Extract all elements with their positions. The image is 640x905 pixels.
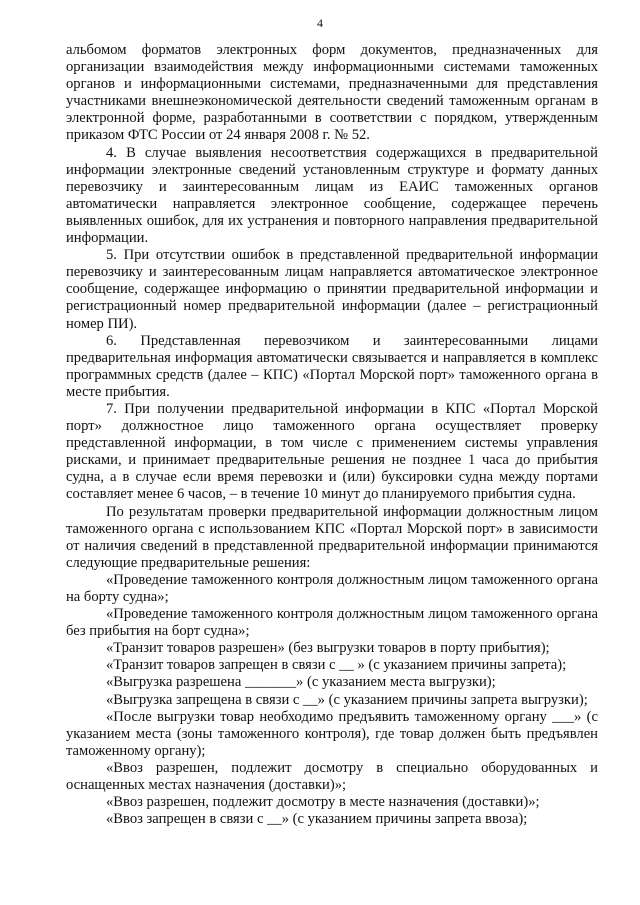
paragraph: «Выгрузка запрещена в связи с __» (с указанием причины запрета выгрузки); xyxy=(106,691,588,708)
paragraph: «Ввоз разрешен, подлежит досмотру в специально оборудованных и оснащенных местах назначения (доставки)»; xyxy=(66,759,598,794)
paragraph: 5. При отсутствии ошибок в представленной предварительной информации перевозчику и заинтересованным лицам направляется автоматическое электронное сообщение, содержащее информацию о принятии предварительной информации и регистрационный номер предварительной информации (далее – регистрационный номер ПИ). xyxy=(66,247,598,332)
paragraph: «Проведение таможенного контроля должностным лицом таможенного органа без прибытия на борт судна»; xyxy=(66,606,598,640)
paragraph: «Транзит товаров запрещен в связи с __ » (с указанием причины запрета); xyxy=(106,657,567,674)
paragraph: «Ввоз запрещен в связи с __» (с указанием причины запрета ввоза); xyxy=(106,811,528,828)
paragraph: альбомом форматов электронных форм документов, предназначенных для организации взаимодействия между информационными системами таможенных органов и информационными системами, предназначенными для представления участниками внешнеэкономической деятельности сведений таможенным органам в электронной форме, разработанными в соответствии с порядком, утвержденным приказом ФТС России от 24 января 2008 г. № 52. xyxy=(66,42,598,144)
paragraph: 7. При получении предварительной информации в КПС «Портал Морской порт» должностное лицо таможенного органа осуществляет проверку представленной информации, в том числе с применением системы управления рисками, и принимает предварительные решения не позднее 1 часа до прибытия судна, а в случае если время перевозки и (или) буксировки судна между портами составляет менее 6 часов, – в течение 10 минут до планируемого прибытия судна. xyxy=(66,400,598,503)
paragraph: «Транзит товаров разрешен» (без выгрузки товаров в порту прибытия); xyxy=(106,640,550,657)
paragraph: 4. В случае выявления несоответствия содержащихся в предварительной информации электронные сведений установленным структуре и формату данных перевозчику и заинтересованным лицам из ЕАИС таможенных органов автоматически направляется электронное сообщение, содержащее перечень выявленных ошибок, для их устранения и повторного направления предварительной информации. xyxy=(66,144,598,247)
paragraph: «После выгрузки товар необходимо предъявить таможенному органу ___» (с указанием места (зоны таможенного контроля), где товар должен быть предъявлен таможенному органу); xyxy=(66,708,598,759)
paragraph: «Ввоз разрешен, подлежит досмотру в месте назначения (доставки)»; xyxy=(106,794,540,811)
paragraph: 6. Представленная перевозчиком и заинтересованными лицами предварительная информация автоматически связывается и направляется в комплекс программных средств (далее – КПС) «Портал Морской порт» таможенного органа в месте прибытия. xyxy=(66,332,598,400)
paragraph: «Выгрузка разрешена _______» (с указанием места выгрузки); xyxy=(106,674,496,691)
paragraph: «Проведение таможенного контроля должностным лицом таможенного органа на борту судна»; xyxy=(66,571,598,605)
document-body xyxy=(66,42,598,828)
page-number: 4 xyxy=(317,16,323,30)
paragraph: По результатам проверки предварительной информации должностным лицом таможенного органа с использованием КПС «Портал Морской порт» в зависимости от наличия сведений в представленной предварительной информации принимаются следующие предварительные решения: xyxy=(66,503,598,571)
